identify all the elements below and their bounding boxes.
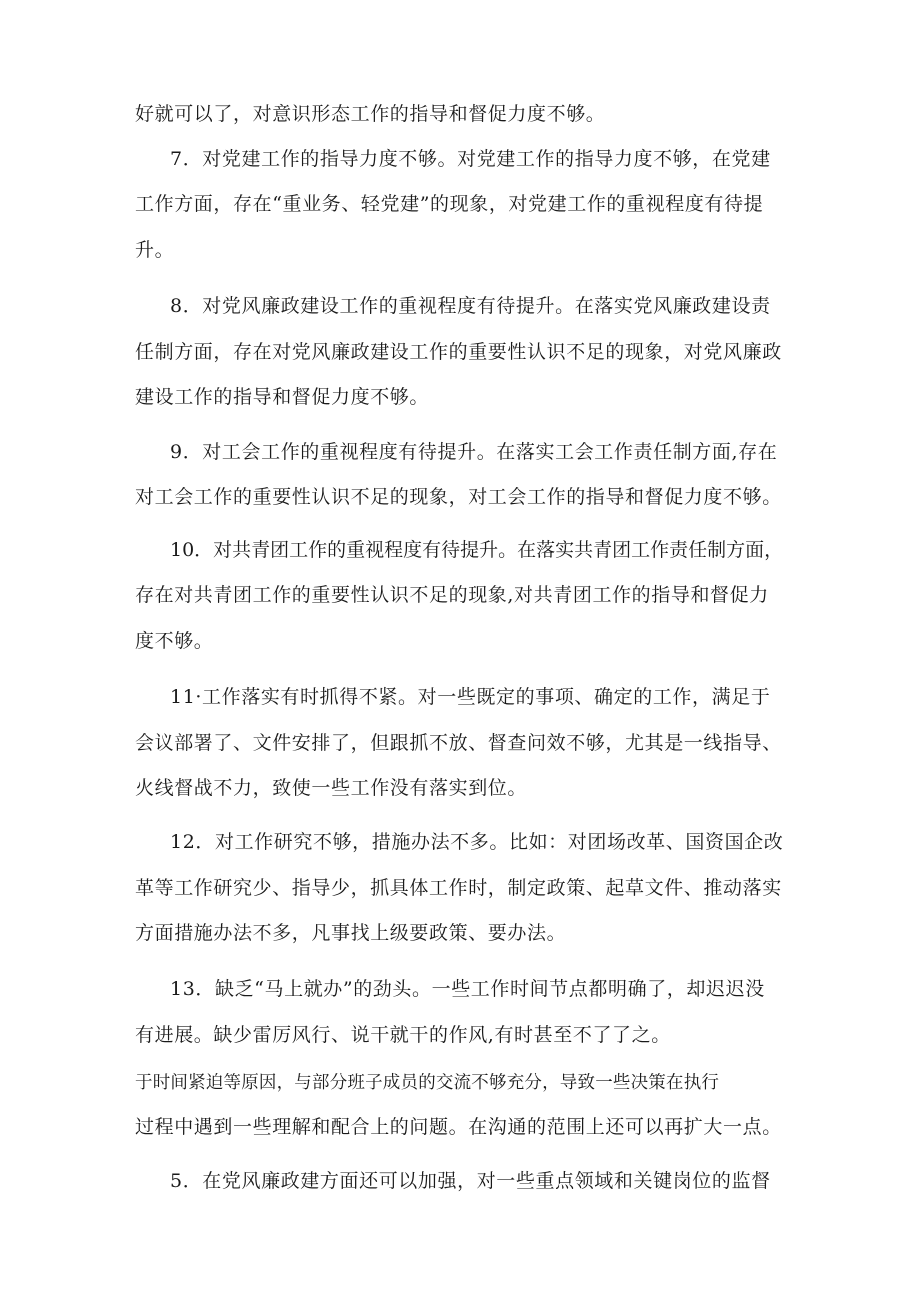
para-7-line-3: 升。	[135, 239, 175, 261]
para-9-line-2: 对工会工作的重要性认识不足的现象，对工会工作的指导和督促力度不够。	[135, 486, 782, 508]
para-11-line-1: 11·工作落实有时抓得不紧。对一些既定的事项、确定的工作，满足于	[170, 686, 771, 708]
para-6-tail-line-1: 好就可以了，对意识形态工作的指导和督促力度不够。	[135, 103, 606, 125]
para-12-line-1: 12．对工作研究不够，措施办法不多。比如：对团场改革、国资国企改	[170, 831, 784, 853]
para-11-line-2: 会议部署了、文件安排了，但跟抓不放、督查问效不够，尤其是一线指导、	[135, 732, 782, 754]
para-10-line-3: 度不够。	[135, 630, 214, 652]
para-12-line-3: 方面措施办法不多，凡事找上级要政策、要办法。	[135, 922, 567, 944]
para-9-line-1: 9．对工会工作的重视程度有待提升。在落实工会工作责任制方面,存在	[170, 441, 778, 463]
para-10-line-2: 存在对共青团工作的重要性认识不足的现象,对共青团工作的指导和督促力	[135, 584, 769, 606]
para-10-line-1: 10．对共青团工作的重视程度有待提升。在落实共青团工作责任制方面，	[170, 539, 784, 561]
para-7-line-1: 7．对党建工作的指导力度不够。对党建工作的指导力度不够，在党建	[170, 148, 771, 170]
para-5-line-1: 5．在党风廉政建方面还可以加强，对一些重点领域和关键岗位的监督	[170, 1170, 771, 1192]
para-12-line-2: 革等工作研究少、指导少，抓具体工作时，制定政策、起草文件、推动落实	[135, 877, 782, 899]
para-fragment-line-2: 过程中遇到一些理解和配合上的问题。在沟通的范围上还可以再扩大一点。	[135, 1116, 782, 1138]
para-7-line-2: 工作方面，存在“重业务、轻党建”的现象，对党建工作的重视程度有待提	[135, 193, 764, 215]
para-fragment-line-1: 于时间紧迫等原因，与部分班子成员的交流不够充分，导致一些决策在执行	[135, 1073, 720, 1093]
para-13-line-1: 13．缺乏“马上就办”的劲头。一些工作时间节点都明确了，却迟迟没	[170, 978, 765, 1000]
para-8-line-2: 任制方面，存在对党风廉政建设工作的重要性认识不足的现象，对党风廉政	[135, 341, 782, 363]
para-13-line-2: 有进展。缺少雷厉风行、说干就干的作风,有时甚至不了了之。	[135, 1024, 671, 1046]
para-11-line-3: 火线督战不力，致使一些工作没有落实到位。	[135, 777, 528, 799]
para-8-line-1: 8．对党风廉政建设工作的重视程度有待提升。在落实党风廉政建设责	[170, 295, 771, 317]
para-8-line-3: 建设工作的指导和督促力度不够。	[135, 386, 430, 408]
